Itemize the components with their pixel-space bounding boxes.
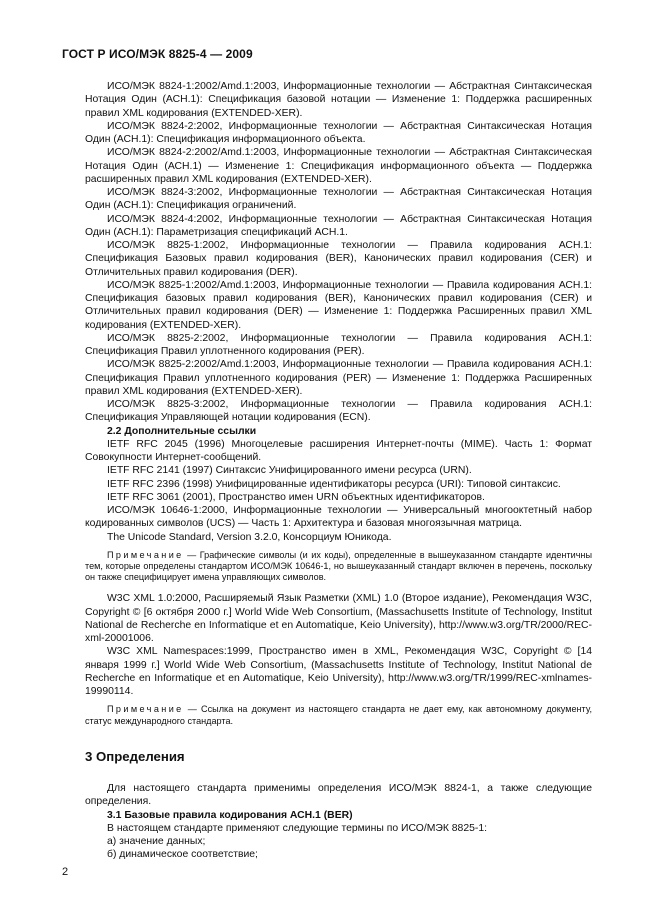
subsection-heading-ber: 3.1 Базовые правила кодирования АСН.1 (BER)	[107, 809, 353, 821]
reference-item: ИСО/МЭК 8825-3:2002, Информационные технологии — Правила кодирования АСН.1: Спецификация Управляющей нотации кодирования (ECN).	[85, 399, 592, 424]
note-text: — Графические символы (и их коды), определенные в вышеуказанном стандарте идентичны тем, которые определены стандартом ИСО/МЭК 10646-1, но вышеуказанный стандарт включен в перечень, поскольку он также специфицирует имена управляющих символов.	[85, 549, 592, 583]
reference-item: ИСО/МЭК 8825-1:2002/Amd.1:2003, Информационные технологии — Правила кодирования АСН.1: Спецификация базовых правил кодирования (BER), Канонических правил кодирования (CER) и Отличительных правил кодирования (DER) — Изменение 1: Поддержка Расширенных правил XML кодирования (EXTENDED-XER).	[85, 279, 592, 331]
additional-reference-item: ИСО/МЭК 10646-1:2000, Информационные технологии — Универсальный многооктетный набор кодированных символов (UCS) — Часть 1: Архитектура и базовая многоязычная матрица.	[85, 505, 592, 530]
additional-reference-item: IETF RFC 2045 (1996) Многоцелевые расширения Интернет-почты (MIME). Часть 1: Формат Совокупности Интернет-сообщений.	[85, 438, 592, 463]
note-label: Примечание	[107, 704, 184, 715]
definitions-intro: Для настоящего стандарта применимы определения ИСО/МЭК 8824-1, а также следующие определения.	[85, 783, 592, 808]
reference-item: ИСО/МЭК 8824-2:2002/Amd.1:2003, Информационные технологии — Абстрактная Синтаксическая Нотация Один (АСН.1) — Изменение 1: Спецификация информационного объекта — Поддержка расширенных правил XML кодирования (EXTENDED-XER).	[85, 147, 592, 185]
w3c-xml-reference: W3C XML 1.0:2000, Расширяемый Язык Разметки (XML) 1.0 (Второе издание), Рекомендация W3C, Copyright © [6 октября 2000 г.] World Wide Web Consortium, (Massachusetts Institute of Technology, Institut National de Recherche en Informatique et en Automatique, Keio University), http://www.w3.org/TR/2000/REC-xml-20001006.	[85, 593, 592, 645]
note-reference-status	[85, 704, 592, 726]
note-text: — Ссылка на документ из настоящего стандарта не дает ему, как автономному документу, статус международного стандарта.	[85, 704, 592, 726]
running-header: ГОСТ Р ИСО/МЭК 8825-4 — 2009	[62, 47, 253, 61]
reference-item: ИСО/МЭК 8825-2:2002/Amd.1:2003, Информационные технологии — Правила кодирования АСН.1: Спецификация Правил уплотненного кодирования (PER) — Изменение 1: Поддержка Расширенных правил XML кодирования (EXTENDED-XER).	[85, 359, 592, 397]
definition-list-item: б) динамическое соответствие;	[107, 849, 258, 861]
w3c-namespaces-reference: W3C XML Namespaces:1999, Пространство имен в XML, Рекомендация W3C, Copyright © [14 января 1999 г.] World Wide Web Consortium, (Massachusetts Institute of Technology, Institut National de Recherche en Informatique et en Automatique, Keio University), http://www.w3.org/TR/1999/REC-xmlnames-19990114.	[85, 646, 592, 698]
page-number: 2	[62, 866, 69, 878]
subsection-heading-additional-references: 2.2 Дополнительные ссылки	[107, 425, 257, 437]
additional-reference-item: IETF RFC 2396 (1998) Унифицированные идентификаторы ресурса (URI): Типовой синтаксис.	[107, 478, 561, 490]
note-graphic-symbols	[85, 550, 592, 584]
ber-intro: В настоящем стандарте применяют следующие термины по ИСО/МЭК 8825-1:	[107, 822, 488, 834]
reference-item: ИСО/МЭК 8824-4:2002, Информационные технологии — Абстрактная Синтаксическая Нотация Один (АСН.1): Параметризация спецификаций АСН.1.	[85, 213, 592, 238]
document-body	[85, 80, 592, 862]
additional-reference-item: IETF RFC 3061 (2001), Пространство имен URN объектных идентификаторов.	[107, 491, 485, 503]
definition-list-item: а) значение данных;	[107, 836, 206, 848]
reference-item: ИСО/МЭК 8824-3:2002, Информационные технологии — Абстрактная Синтаксическая Нотация Один (АСН.1): Спецификация ограничений.	[85, 187, 592, 212]
reference-item: ИСО/МЭК 8825-1:2002, Информационные технологии — Правила кодирования АСН.1: Спецификация Базовых правил кодирования (BER), Канонических правил кодирования (CER) и Отличительных правил кодирования (DER).	[85, 240, 592, 278]
additional-reference-item: IETF RFC 2141 (1997) Синтаксис Унифицированного имени ресурса (URN).	[107, 465, 472, 477]
reference-item: ИСО/МЭК 8824-1:2002/Amd.1:2003, Информационные технологии — Абстрактная Синтаксическая Нотация Один (АСН.1): Спецификация базовой нотации — Изменение 1: Поддержка расширенных правил XML кодирования (EXTENDED-XER).	[85, 81, 592, 119]
note-label: Примечание	[107, 549, 184, 560]
section-heading-definitions: 3 Определения	[85, 748, 185, 764]
reference-item: ИСО/МЭК 8825-2:2002, Информационные технологии — Правила кодирования АСН.1: Спецификация Правил уплотненного кодирования (PER).	[85, 332, 592, 357]
additional-reference-item: The Unicode Standard, Version 3.2.0, Консорциум Юникода.	[107, 531, 392, 543]
reference-item: ИСО/МЭК 8824-2:2002, Информационные технологии — Абстрактная Синтаксическая Нотация Один (АСН.1): Спецификация информационного объекта.	[85, 120, 592, 145]
